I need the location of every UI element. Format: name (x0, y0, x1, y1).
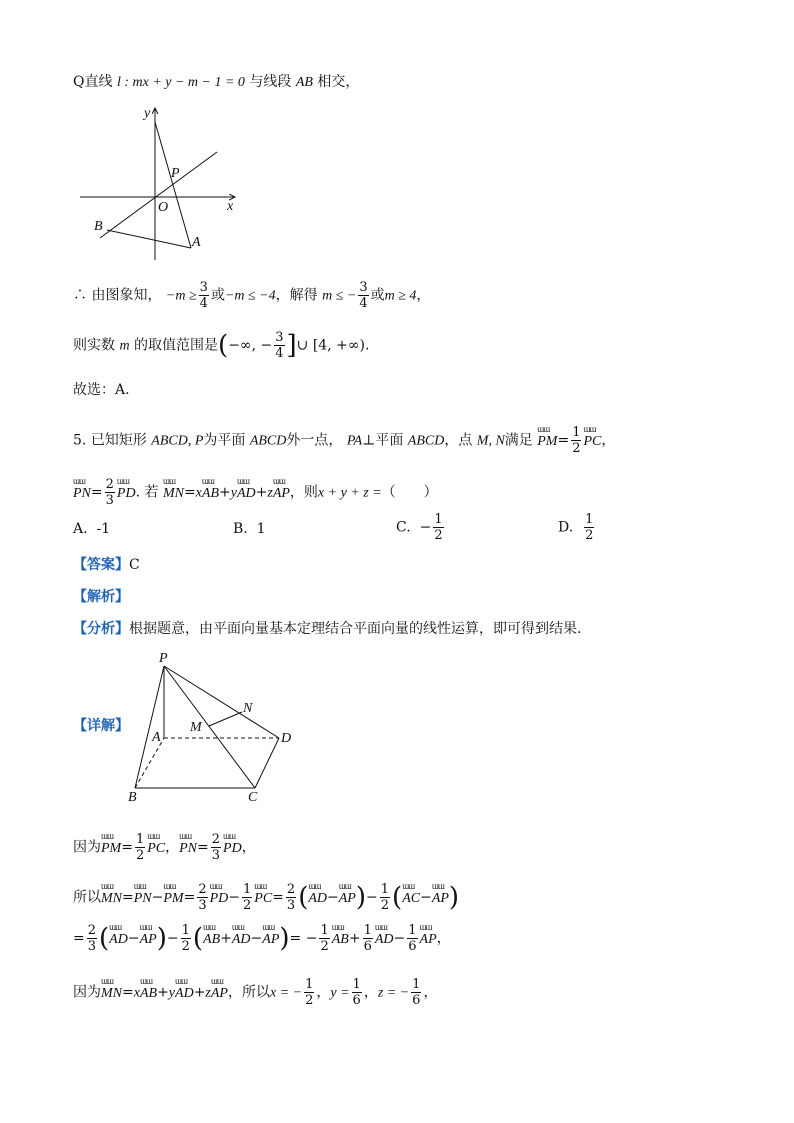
solution-line-2: 所以ɯɯ MN=ɯɯ PN−ɯɯ PM= $\frac{2}{3}$ ɯɯ PD− $\frac{1}{2}$ ɯɯ PC= $\frac{2}{3}$ (ɯɯ AD−ɯɯ AP)− $\frac{1}{2}$ (ɯɯ AC−ɯɯ AP) (73, 882, 459, 913)
answer-tag: 【答案】 (73, 557, 129, 573)
label-o: O (158, 200, 169, 215)
fraction: $\frac{3}{4}$ (275, 330, 284, 361)
option-a: A. -1 (73, 521, 111, 537)
var-z: z (267, 485, 273, 501)
answer-blank: （ ） (381, 484, 438, 501)
segment-ab: AB (295, 75, 313, 90)
intro-text: 直线 (84, 74, 113, 90)
solution-line-4: 因为ɯɯ MN=xɯɯ AB+yɯɯ AD+zɯɯ AP，所以x = − $\frac{1}{2}$ ，y = $\frac{1}{6}$ ，z = − $\frac{1}{6}$ ， (73, 977, 437, 1008)
fenxi-line (73, 619, 581, 639)
label-b: B (128, 790, 137, 805)
edge-ab (135, 738, 164, 788)
vector-pc: ɯɯ PC (583, 432, 601, 452)
label-c: C (248, 790, 258, 805)
label-p: P (171, 166, 180, 181)
edge-pc (164, 666, 255, 788)
q-text: 平面 (375, 432, 404, 449)
vector-ab: ɯɯ AB (202, 484, 219, 504)
var-y: y (230, 485, 237, 501)
range-part1: −∞, − (228, 337, 273, 354)
or-word: 或 (370, 287, 385, 304)
edge-pd (164, 666, 279, 738)
intro-prefix: Q (73, 74, 85, 90)
vector-pc: ɯɯ PC (147, 839, 165, 859)
fraction: $\frac{3}{4}$ (199, 280, 208, 311)
fraction: $\frac{3}{4}$ (359, 280, 368, 311)
vector-mn: ɯɯ MN (163, 484, 184, 504)
option-d: D. $\frac{1}{2}$ (558, 512, 594, 543)
label-x: x (227, 199, 234, 214)
segment-mn (209, 712, 242, 726)
ineq-2: −m ≤ −4 (224, 288, 276, 304)
line-l (100, 152, 217, 238)
vector-pn: ɯɯ PN (179, 839, 197, 859)
ineq-3: m ≤ − (322, 288, 357, 304)
q-text: 已知矩形 (90, 432, 147, 449)
q-text: 满足 (504, 432, 533, 449)
perp-symbol: ⊥ (362, 432, 376, 449)
var-m: m (119, 338, 130, 354)
q-text: . 若 (135, 484, 159, 501)
q-text: 外一点， (286, 432, 343, 449)
label-b: B (94, 219, 103, 234)
fraction: $\frac{1}{2}$ (135, 832, 145, 863)
deduce-line (73, 280, 430, 311)
question-number: 5. (73, 432, 87, 449)
q-text: ，则 (289, 484, 318, 501)
fraction: $\frac{2}{3}$ (105, 477, 114, 508)
analysis-tag: 【解析】 (73, 589, 129, 605)
option-c: C. − $\frac{1}{2}$ (396, 512, 443, 543)
vector-ap: ɯɯ AP (273, 484, 290, 504)
label-m: M (190, 720, 202, 735)
plus: + (255, 484, 268, 501)
analysis-line (73, 587, 129, 607)
q-math: ABCD (407, 433, 445, 449)
edge-cd (255, 738, 279, 788)
detail-line (73, 716, 129, 736)
deduce-prefix: ∴ 由图象知， (73, 287, 162, 304)
vector-pm: ɯɯ PM (101, 839, 121, 859)
figure-pyramid (122, 648, 302, 808)
q-math: M, N (476, 433, 505, 449)
label-d: D (281, 731, 292, 746)
fenxi-text: 根据题意，由平面向量基本定理结合平面向量的线性运算，即可得到结果. (129, 621, 582, 637)
vector-ad: ɯɯ AD (237, 484, 256, 504)
fraction: $\frac{1}{2}$ (572, 425, 581, 456)
q-text: ，点 (444, 432, 473, 449)
label-a: A (192, 235, 201, 250)
punct: . (364, 337, 370, 354)
option-b: B. 1 (233, 521, 266, 537)
edge-pb (135, 666, 164, 788)
range-prefix: 则实数 (73, 337, 115, 354)
question-5-line2 (73, 477, 438, 508)
question-5-line1 (73, 425, 615, 456)
label-a: A (152, 730, 161, 745)
q-math: PA (346, 433, 363, 449)
label-n: N (243, 701, 253, 716)
intro-line (73, 72, 359, 93)
vector-pd: ɯɯ PD (117, 484, 136, 504)
line-equation: l : mx + y − m − 1 = 0 (116, 75, 245, 90)
label-y: y (144, 106, 151, 121)
fraction: $\frac{2}{3}$ (211, 832, 221, 863)
vector-pn: ɯɯ PN (73, 484, 91, 504)
segment-ab-line (107, 230, 191, 248)
punct: ， (416, 287, 431, 304)
range-middle: 的取值范围是 (134, 337, 219, 354)
q-math: ABCD (249, 433, 287, 449)
q-text: 为平面 (203, 432, 246, 449)
segment-pa (155, 122, 191, 248)
solution-line-3: = $\frac{2}{3}$ (ɯɯ AD−ɯɯ AP)− $\frac{1}{2}$ (ɯɯ AB+ɯɯ AD−ɯɯ AP)= − $\frac{1}{2}$ ɯɯ AB+ $\frac{1}{6}$ ɯɯ AD− $\frac{1}{6}$ ɯɯ AP， (73, 923, 451, 954)
fenxi-tag: 【分析】 (73, 621, 129, 637)
vector-pd: ɯɯ PD (223, 839, 242, 859)
solve-word: ，解得 (275, 287, 318, 304)
sol-text: 所以 (73, 889, 101, 906)
answer-value: C (129, 557, 140, 573)
sol-text: 因为 (73, 984, 101, 1001)
equals: = (183, 484, 196, 501)
paren: ( (218, 330, 229, 361)
plus: + (219, 484, 231, 501)
bracket: ] (286, 330, 297, 361)
ineq-1: −m ≥ (165, 288, 197, 304)
intro-text: 相交， (317, 74, 360, 90)
choice-line (73, 380, 130, 400)
var-x: x (195, 485, 202, 501)
range-part2: ∪ [4, +∞) (296, 337, 365, 354)
q-math: ABCD, P (151, 433, 204, 449)
figure-coordinate-plot (70, 100, 250, 265)
range-line (73, 330, 369, 361)
intro-text: 与线段 (249, 74, 292, 90)
detail-tag: 【详解】 (73, 718, 129, 734)
ineq-4: m ≥ 4 (384, 288, 417, 304)
answer-line (73, 555, 140, 575)
equals: = (557, 432, 570, 449)
or-word: 或 (210, 287, 225, 304)
choice-text: 故选：A. (73, 382, 130, 398)
sol-text: 因为 (73, 839, 101, 856)
punct: ， (601, 432, 616, 449)
solution-line-1: 因为ɯɯ PM= $\frac{1}{2}$ ɯɯ PC，ɯɯ PN= $\frac{2}{3}$ ɯɯ PD， (73, 832, 256, 863)
equals: = (90, 484, 103, 501)
sum-expression: x + y + z = (317, 485, 382, 501)
vector-pm: ɯɯ PM (537, 432, 557, 452)
label-p: P (159, 651, 168, 666)
